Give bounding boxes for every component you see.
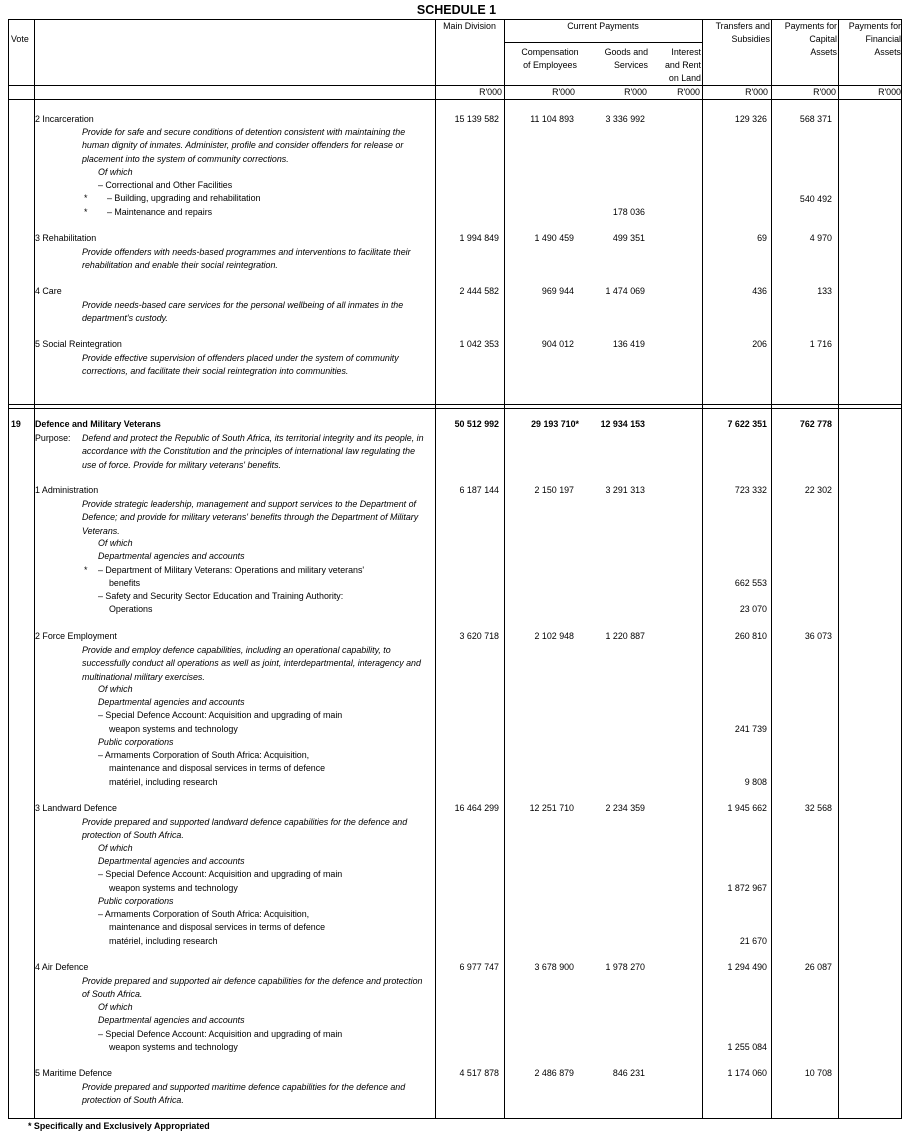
of-which-label: Of which [98,167,133,177]
current-payments-underline [504,42,702,43]
of-which-label: Of which [98,684,133,694]
unit-label: R'000 [479,87,502,97]
compensation-value: 12 251 710 [529,803,574,813]
programme-name: 3 Rehabilitation [35,233,97,243]
programme-name: 1 Administration [35,485,99,495]
appropriated-marker: * [84,565,88,575]
appropriated-marker: * [84,207,88,217]
main-division-value: 50 512 992 [454,419,499,429]
transfers-value: 9 808 [744,777,767,787]
goods-services-value: 1 978 270 [605,962,645,972]
programme-description: Provide prepared and supported landward defence capabilities for the defence and protection of South Africa. [82,817,408,841]
capital-assets-value: 762 778 [799,419,832,429]
programme-description: Provide and employ defence capabilities, including an operational capability, to successfully conduct all operations as well as joint, interdepartmental, interagency and multinational military exercises. [82,645,421,682]
goods-services-value: 1 220 887 [605,631,645,641]
transfers-subsidies-header: Transfers and Subsidies [715,21,770,44]
transfers-value: 1 174 060 [727,1068,767,1078]
sub-item: maintenance and disposal services in terms of defence [109,922,326,932]
programme-name: 2 Incarceration [35,114,94,124]
sub-item: – Special Defence Account: Acquisition and upgrading of main [98,869,343,879]
appropriated-marker: * [84,193,88,203]
compensation-value: 3 678 900 [534,962,574,972]
purpose-label: Purpose: [35,433,71,443]
sub-item: – Special Defence Account: Acquisition and upgrading of main [98,710,343,720]
main-division-value: 2 444 582 [459,286,499,296]
transfers-value: 1 255 084 [727,1042,767,1052]
transfers-value: 69 [757,233,767,243]
sub-item: – Building, upgrading and rehabilitation [107,193,261,203]
vote-header: Vote [11,34,29,44]
sub-item: matériel, including research [109,936,218,946]
category-label: Departmental agencies and accounts [98,697,245,707]
transfers-value: 21 670 [739,936,767,946]
main-division-value: 15 139 582 [454,114,499,124]
unit-label: R'000 [878,87,901,97]
sub-item: – Armaments Corporation of South Africa: Acquisition, [98,750,310,760]
of-which-label: Of which [98,843,133,853]
compensation-header: Compensation of Employees [521,47,579,70]
transfers-value: 1 294 490 [727,962,767,972]
compensation-value: 2 486 879 [534,1068,574,1078]
unit-label: R'000 [552,87,575,97]
category-label: Departmental agencies and accounts [98,856,245,866]
programme-name: 5 Maritime Defence [35,1068,112,1078]
of-which-label: Of which [98,538,133,548]
goods-services-value: 2 234 359 [605,803,645,813]
vote-number: 19 [11,419,21,429]
section-divider [8,408,902,409]
programme-description: Provide prepared and supported maritime defence capabilities for the defence and protection of South Africa. [82,1082,406,1106]
category-label: Departmental agencies and accounts [98,551,245,561]
programme-description: Provide for safe and secure conditions of detention consistent with maintaining the human dignity of inmates. Administer, profile and consider offenders for release or placement into the system of community corrections. [82,127,406,164]
unit-label: R'000 [624,87,647,97]
capital-assets-value: 22 302 [804,485,832,495]
sub-item: weapon systems and technology [109,1042,238,1052]
goods-services-value: 1 474 069 [605,286,645,296]
goods-services-value: 12 934 153 [600,419,645,429]
goods-services-value: 3 336 992 [605,114,645,124]
compensation-value: 29 193 710* [531,419,579,429]
sub-item: – Special Defence Account: Acquisition and upgrading of main [98,1029,343,1039]
transfers-value: 206 [752,339,767,349]
compensation-value: 11 104 893 [530,114,574,124]
transfers-value: 129 326 [734,114,767,124]
transfers-value: 241 739 [734,724,767,734]
col-divider [34,19,35,1119]
main-division-value: 3 620 718 [459,631,499,641]
sub-item: Operations [109,604,153,614]
transfers-value: 7 622 351 [727,419,767,429]
capital-assets-value: 26 087 [804,962,832,972]
capital-assets-value: 1 716 [809,339,832,349]
sub-item: – Department of Military Veterans: Operations and military veterans' [98,565,365,575]
vote-name: Defence and Military Veterans [35,419,161,429]
capital-assets-value: 4 970 [809,233,832,243]
compensation-value: 969 944 [541,286,574,296]
financial-assets-header: Payments for Financial Assets [848,21,901,57]
col-divider [435,19,436,1119]
interest-rent-header: Interest and Rent on Land [664,47,701,83]
sub-item: matériel, including research [109,777,218,787]
goods-services-value: 846 231 [612,1068,645,1078]
main-division-value: 1 042 353 [459,339,499,349]
main-division-value: 4 517 878 [459,1068,499,1078]
transfers-value: 1 872 967 [727,883,767,893]
capital-assets-value: 568 371 [799,114,832,124]
sub-item: weapon systems and technology [109,724,238,734]
transfers-value: 23 070 [739,604,767,614]
sub-item: – Maintenance and repairs [107,207,213,217]
category-label: Departmental agencies and accounts [98,1015,245,1025]
programme-description: Provide effective supervision of offenders placed under the system of community corrections, and facilitate their social reintegration into communities. [82,353,399,377]
programme-description: Provide needs-based care services for the personal wellbeing of all inmates in the department's custody. [82,300,404,324]
current-payments-header: Current Payments [567,21,639,31]
section-divider [8,404,902,405]
main-division-value: 1 994 849 [459,233,499,243]
col-divider [771,19,772,1119]
capital-assets-value: 540 492 [799,194,832,204]
of-which-label: Of which [98,1002,133,1012]
programme-description: Provide prepared and supported air defence capabilities for the defence and protection of South Africa. [82,976,423,1000]
vote-purpose: Defend and protect the Republic of South Africa, its territorial integrity and its people, in accordance with the Constitution and the principles of international law regulating the use of force. Provide for military veterans' benefits. [82,433,424,470]
category-label: Public corporations [98,737,174,747]
programme-name: 4 Care [35,286,62,296]
transfers-value: 723 332 [734,485,767,495]
compensation-value: 904 012 [541,339,574,349]
main-division-value: 16 464 299 [454,803,499,813]
sub-item: – Armaments Corporation of South Africa: Acquisition, [98,909,310,919]
main-division-value: 6 977 747 [459,962,499,972]
compensation-value: 1 490 459 [534,233,574,243]
unit-label: R'000 [677,87,700,97]
sub-item: – Safety and Security Sector Education and Training Authority: [98,591,344,601]
programme-name: 3 Landward Defence [35,803,117,813]
page-title: SCHEDULE 1 [416,3,497,17]
category-label: Public corporations [98,896,174,906]
capital-assets-value: 36 073 [804,631,832,641]
sub-item: weapon systems and technology [109,883,238,893]
unit-label: R'000 [745,87,768,97]
transfers-value: 662 553 [734,578,767,588]
transfers-value: 436 [752,286,767,296]
col-divider [702,19,703,1119]
capital-assets-value: 133 [817,286,832,296]
goods-services-value: 136 419 [612,339,645,349]
goods-services-value: 3 291 313 [605,485,645,495]
compensation-value: 2 150 197 [534,485,574,495]
col-divider [838,19,839,1119]
sub-item: – Correctional and Other Facilities [98,180,233,190]
capital-assets-value: 32 568 [804,803,832,813]
goods-services-header: Goods and Services [604,47,648,70]
goods-services-value: 499 351 [612,233,645,243]
col-divider [504,19,505,1119]
compensation-value: 2 102 948 [534,631,574,641]
sub-item: benefits [109,578,141,588]
unit-label: R'000 [813,87,836,97]
programme-name: 4 Air Defence [35,962,89,972]
transfers-value: 260 810 [734,631,767,641]
main-division-value: 6 187 144 [459,485,499,495]
programme-description: Provide offenders with needs-based programmes and interventions to facilitate their rehabilitation and enable their social reintegration. [82,247,411,271]
sub-item: maintenance and disposal services in terms of defence [109,763,326,773]
main-division-header: Main Division [443,21,496,31]
transfers-value: 1 945 662 [727,803,767,813]
capital-assets-header: Payments for Capital Assets [784,21,837,57]
programme-description: Provide strategic leadership, management and support services to the Department of Defence; and provide for military veterans' benefits through the Department of Military Veterans. [82,499,419,536]
programme-name: 5 Social Reintegration [35,339,122,349]
goods-services-value: 178 036 [612,207,645,217]
programme-name: 2 Force Employment [35,631,117,641]
footnote: * Specifically and Exclusively Appropriated [28,1121,210,1131]
capital-assets-value: 10 708 [804,1068,832,1078]
